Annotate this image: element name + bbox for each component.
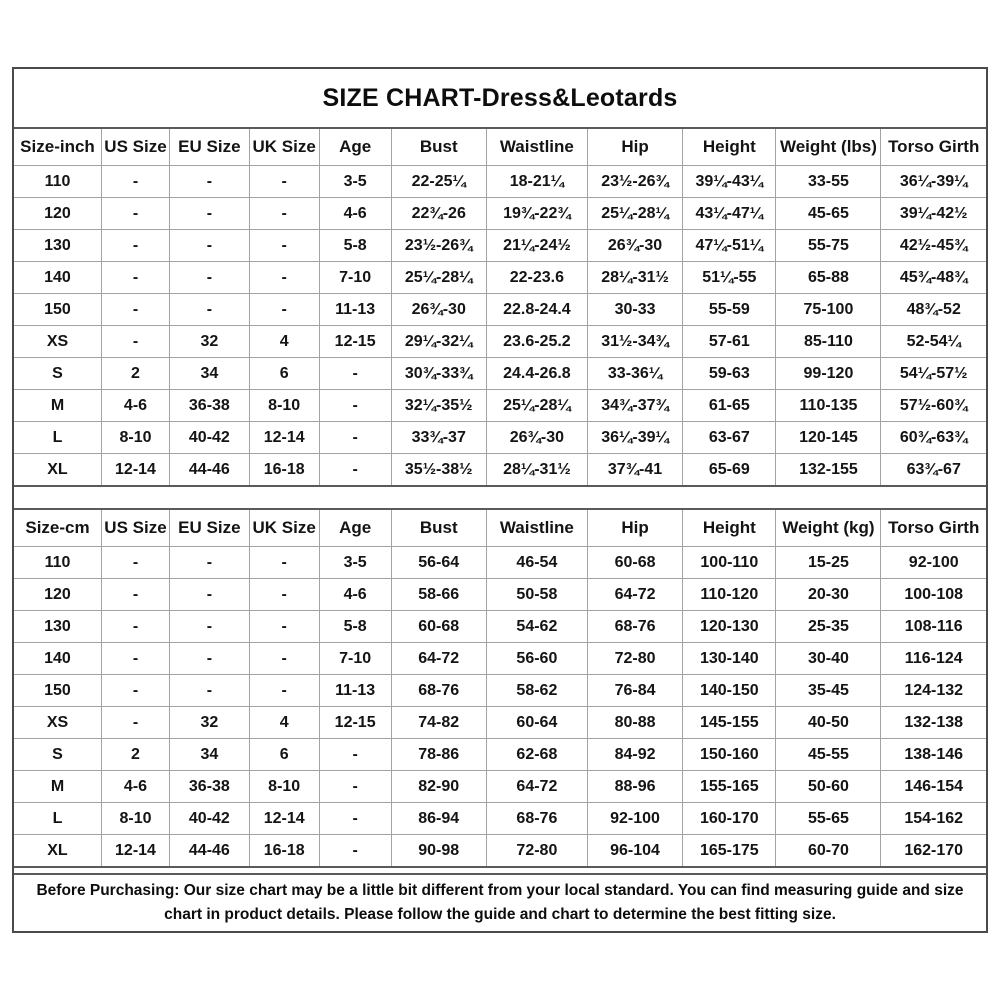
table-cell: 4-6 [319, 579, 391, 611]
table-cell: 58-62 [486, 675, 587, 707]
table-cell: - [249, 166, 319, 198]
table-cell: 150 [14, 294, 101, 326]
table-cell: - [319, 454, 391, 487]
table-cell: 39¼-43¼ [683, 166, 776, 198]
table-row [14, 675, 986, 707]
table-cell: - [170, 198, 250, 230]
table-cell: 3-5 [319, 166, 391, 198]
purchasing-note: Before Purchasing: Our size chart may be a little bit different from your local standard. You can find measuring guide and size chart in product details. Please follow the guide and chart to determine the best fitting size. [14, 873, 986, 931]
table-cell: 46-54 [486, 547, 587, 579]
table-row [14, 547, 986, 579]
header-row [14, 509, 986, 547]
table-cell: 120-145 [776, 422, 881, 454]
table-cell: 7-10 [319, 262, 391, 294]
table-cell: 22-23.6 [486, 262, 587, 294]
table-cell: 31½-34¾ [587, 326, 682, 358]
table-cell: - [170, 611, 250, 643]
table-cell: - [249, 294, 319, 326]
size-chart-sheet [12, 67, 988, 933]
table-row [14, 326, 986, 358]
column-header: Size-cm [14, 509, 101, 547]
table-cell: 154-162 [881, 803, 986, 835]
table-cell: 145-155 [683, 707, 776, 739]
table-cell: 146-154 [881, 771, 986, 803]
table-cell: 110 [14, 547, 101, 579]
table-cell: - [249, 547, 319, 579]
table-cell: 33-36¼ [587, 358, 682, 390]
table-cell: 42½-45¾ [881, 230, 986, 262]
table-cell: 60-64 [486, 707, 587, 739]
table-cell: 36¼-39¼ [587, 422, 682, 454]
table-cell: 62-68 [486, 739, 587, 771]
table-cell: 57½-60¾ [881, 390, 986, 422]
table-cell: 32 [170, 707, 250, 739]
table-cell: - [170, 579, 250, 611]
header-row [14, 128, 986, 166]
table-cell: 88-96 [587, 771, 682, 803]
table-cell: L [14, 422, 101, 454]
table-cell: 56-60 [486, 643, 587, 675]
table-cell: 30-33 [587, 294, 682, 326]
table-cell: 15-25 [776, 547, 881, 579]
table-cell: 6 [249, 358, 319, 390]
size-table-cm [14, 508, 986, 868]
table-cell: 12-14 [249, 422, 319, 454]
table-cell: - [170, 166, 250, 198]
table-cell: 92-100 [881, 547, 986, 579]
column-header: Hip [587, 509, 682, 547]
table-row [14, 707, 986, 739]
table-cell: - [101, 547, 169, 579]
table-cell: 138-146 [881, 739, 986, 771]
table-cell: - [319, 739, 391, 771]
table-cell: - [249, 579, 319, 611]
table-cell: 36-38 [170, 390, 250, 422]
table-cell: 22.8-24.4 [486, 294, 587, 326]
table-cell: 108-116 [881, 611, 986, 643]
table-cell: 54¼-57½ [881, 358, 986, 390]
size-table-inch [14, 127, 986, 487]
table-cell: 23½-26¾ [391, 230, 486, 262]
table-cell: 4-6 [101, 771, 169, 803]
table-row [14, 643, 986, 675]
table-cell: 45¾-48¾ [881, 262, 986, 294]
table-cell: - [101, 611, 169, 643]
table-cell: 16-18 [249, 454, 319, 487]
table-cell: 52-54¼ [881, 326, 986, 358]
table-cell: 54-62 [486, 611, 587, 643]
table-cell: 124-132 [881, 675, 986, 707]
table-row [14, 358, 986, 390]
table-cell: 48¾-52 [881, 294, 986, 326]
table-cell: 40-50 [776, 707, 881, 739]
table-cell: 35½-38½ [391, 454, 486, 487]
table-row [14, 422, 986, 454]
column-header: US Size [101, 128, 169, 166]
table-cell: 45-65 [776, 198, 881, 230]
table-cell: - [101, 294, 169, 326]
table-cell: 132-138 [881, 707, 986, 739]
table-cell: 80-88 [587, 707, 682, 739]
column-header: Torso Girth [881, 128, 986, 166]
column-header: EU Size [170, 509, 250, 547]
table-cell: - [101, 579, 169, 611]
table-cell: 78-86 [391, 739, 486, 771]
table-cell: - [249, 643, 319, 675]
table-cell: 58-66 [391, 579, 486, 611]
table-cell: XL [14, 835, 101, 868]
table-cell: 86-94 [391, 803, 486, 835]
table-cell: 37¾-41 [587, 454, 682, 487]
table-cell: 72-80 [587, 643, 682, 675]
table-cell: 50-60 [776, 771, 881, 803]
column-header: Bust [391, 128, 486, 166]
table-cell: - [170, 230, 250, 262]
table-cell: 6 [249, 739, 319, 771]
table-row [14, 611, 986, 643]
table-row [14, 835, 986, 868]
table-cell: - [101, 643, 169, 675]
table-cell: 43¼-47¼ [683, 198, 776, 230]
table-cell: - [249, 611, 319, 643]
table-cell: 55-59 [683, 294, 776, 326]
table-cell: 61-65 [683, 390, 776, 422]
table-cell: 25¼-28¼ [587, 198, 682, 230]
table-cell: 120-130 [683, 611, 776, 643]
table-cell: 130 [14, 230, 101, 262]
table-cell: 5-8 [319, 611, 391, 643]
table-row [14, 390, 986, 422]
table-cell: 65-88 [776, 262, 881, 294]
table-cell: 75-100 [776, 294, 881, 326]
table-cell: 162-170 [881, 835, 986, 868]
table-cell: 12-15 [319, 707, 391, 739]
table-cell: 20-30 [776, 579, 881, 611]
table-cell: - [101, 198, 169, 230]
table-cell: 26¾-30 [391, 294, 486, 326]
table-cell: 68-76 [486, 803, 587, 835]
table-cell: - [249, 675, 319, 707]
column-header: Height [683, 128, 776, 166]
table-cell: 100-108 [881, 579, 986, 611]
table-cell: 64-72 [486, 771, 587, 803]
page-title: SIZE CHART-Dress&Leotards [322, 83, 678, 112]
table-cell: 160-170 [683, 803, 776, 835]
column-header: Weight (kg) [776, 509, 881, 547]
table-cell: 45-55 [776, 739, 881, 771]
table-cell: 4-6 [101, 390, 169, 422]
table-cell: 60-68 [587, 547, 682, 579]
table-cell: - [319, 390, 391, 422]
table-cell: 34 [170, 358, 250, 390]
table-cell: 18-21¼ [486, 166, 587, 198]
table-cell: - [319, 771, 391, 803]
table-cell: 110-120 [683, 579, 776, 611]
table-cell: 55-65 [776, 803, 881, 835]
table-cell: 84-92 [587, 739, 682, 771]
table-cell: XL [14, 454, 101, 487]
table-cell: 60¾-63¾ [881, 422, 986, 454]
table-cell: 63-67 [683, 422, 776, 454]
column-header: Torso Girth [881, 509, 986, 547]
column-header: Waistline [486, 509, 587, 547]
table-cell: 7-10 [319, 643, 391, 675]
column-header: Age [319, 128, 391, 166]
table-row [14, 294, 986, 326]
table-cell: - [170, 294, 250, 326]
table-cell: 59-63 [683, 358, 776, 390]
table-cell: 64-72 [391, 643, 486, 675]
table-cell: M [14, 771, 101, 803]
table-cell: 16-18 [249, 835, 319, 868]
table-cell: 96-104 [587, 835, 682, 868]
column-header: Bust [391, 509, 486, 547]
table-cell: - [170, 262, 250, 294]
table-cell: 30-40 [776, 643, 881, 675]
table-cell: 12-14 [101, 835, 169, 868]
table-cell: 92-100 [587, 803, 682, 835]
column-header: UK Size [249, 509, 319, 547]
table-row [14, 454, 986, 487]
table-cell: 165-175 [683, 835, 776, 868]
table-cell: 22¾-26 [391, 198, 486, 230]
table-cell: 36¼-39¼ [881, 166, 986, 198]
table-cell: 25¼-28¼ [391, 262, 486, 294]
table-cell: - [319, 422, 391, 454]
table-cell: 28¼-31½ [587, 262, 682, 294]
table-cell: - [101, 230, 169, 262]
table-cell: - [101, 262, 169, 294]
table-cell: 60-70 [776, 835, 881, 868]
table-cell: 57-61 [683, 326, 776, 358]
table-cell: 30¾-33¾ [391, 358, 486, 390]
table-cell: 155-165 [683, 771, 776, 803]
table-cell: 3-5 [319, 547, 391, 579]
table-cell: XS [14, 326, 101, 358]
table-cell: - [319, 835, 391, 868]
table-cell: 4-6 [319, 198, 391, 230]
table-row [14, 579, 986, 611]
table-cell: L [14, 803, 101, 835]
table-cell: 39¼-42½ [881, 198, 986, 230]
column-header: Waistline [486, 128, 587, 166]
table-cell: 26¾-30 [587, 230, 682, 262]
table-cell: 130-140 [683, 643, 776, 675]
table-cell: 8-10 [101, 803, 169, 835]
table-cell: S [14, 739, 101, 771]
table-row [14, 198, 986, 230]
table-cell: 150-160 [683, 739, 776, 771]
spacer [14, 487, 986, 508]
table-cell: 100-110 [683, 547, 776, 579]
table-cell: 8-10 [249, 771, 319, 803]
table-cell: 72-80 [486, 835, 587, 868]
column-header: Age [319, 509, 391, 547]
table-cell: 44-46 [170, 835, 250, 868]
table-cell: 32 [170, 326, 250, 358]
table-cell: 12-15 [319, 326, 391, 358]
table-cell: 120 [14, 198, 101, 230]
table-cell: 11-13 [319, 675, 391, 707]
table-cell: 68-76 [391, 675, 486, 707]
table-cell: 11-13 [319, 294, 391, 326]
table-cell: 64-72 [587, 579, 682, 611]
table-cell: 55-75 [776, 230, 881, 262]
table-row [14, 803, 986, 835]
table-cell: 82-90 [391, 771, 486, 803]
table-cell: 34 [170, 739, 250, 771]
table-cell: 33¾-37 [391, 422, 486, 454]
table-cell: S [14, 358, 101, 390]
table-cell: 24.4-26.8 [486, 358, 587, 390]
table-cell: - [249, 230, 319, 262]
table-cell: 65-69 [683, 454, 776, 487]
table-cell: - [170, 547, 250, 579]
table-cell: 90-98 [391, 835, 486, 868]
table-cell: - [101, 326, 169, 358]
table-cell: 50-58 [486, 579, 587, 611]
table-cell: 110 [14, 166, 101, 198]
table-cell: 74-82 [391, 707, 486, 739]
table-cell: 44-46 [170, 454, 250, 487]
table-cell: 26¾-30 [486, 422, 587, 454]
table-cell: 29¼-32¼ [391, 326, 486, 358]
table-cell: 12-14 [101, 454, 169, 487]
column-header: US Size [101, 509, 169, 547]
table-cell: 40-42 [170, 803, 250, 835]
table-cell: 2 [101, 739, 169, 771]
table-cell: 130 [14, 611, 101, 643]
table-row [14, 262, 986, 294]
table-cell: 60-68 [391, 611, 486, 643]
table-cell: 32¼-35½ [391, 390, 486, 422]
column-header: Weight (lbs) [776, 128, 881, 166]
column-header: UK Size [249, 128, 319, 166]
table-cell: 25¼-28¼ [486, 390, 587, 422]
table-cell: 28¼-31½ [486, 454, 587, 487]
table-cell: 76-84 [587, 675, 682, 707]
table-cell: 23½-26¾ [587, 166, 682, 198]
table-cell: 25-35 [776, 611, 881, 643]
table-cell: 35-45 [776, 675, 881, 707]
table-cell: 47¼-51¼ [683, 230, 776, 262]
table-cell: 140 [14, 262, 101, 294]
table-row [14, 166, 986, 198]
table-cell: 132-155 [776, 454, 881, 487]
table-cell: 120 [14, 579, 101, 611]
column-header: EU Size [170, 128, 250, 166]
table-cell: 63¾-67 [881, 454, 986, 487]
table-cell: 21¼-24½ [486, 230, 587, 262]
table-cell: 56-64 [391, 547, 486, 579]
table-cell: - [101, 166, 169, 198]
table-cell: - [319, 358, 391, 390]
table-cell: 4 [249, 707, 319, 739]
column-header: Height [683, 509, 776, 547]
table-cell: 2 [101, 358, 169, 390]
table-cell: - [170, 675, 250, 707]
table-cell: 5-8 [319, 230, 391, 262]
table-cell: 8-10 [249, 390, 319, 422]
table-cell: 110-135 [776, 390, 881, 422]
table-row [14, 739, 986, 771]
table-cell: - [101, 707, 169, 739]
table-cell: - [170, 643, 250, 675]
table-row [14, 230, 986, 262]
table-cell: 140 [14, 643, 101, 675]
table-cell: 22-25¼ [391, 166, 486, 198]
table-cell: 140-150 [683, 675, 776, 707]
table-cell: 150 [14, 675, 101, 707]
table-cell: 19¾-22¾ [486, 198, 587, 230]
table-cell: 68-76 [587, 611, 682, 643]
column-header: Hip [587, 128, 682, 166]
table-cell: 4 [249, 326, 319, 358]
column-header: Size-inch [14, 128, 101, 166]
table-cell: M [14, 390, 101, 422]
table-cell: 33-55 [776, 166, 881, 198]
table-cell: - [249, 262, 319, 294]
table-cell: 99-120 [776, 358, 881, 390]
table-cell: - [249, 198, 319, 230]
table-cell: XS [14, 707, 101, 739]
table-cell: 85-110 [776, 326, 881, 358]
table-cell: 116-124 [881, 643, 986, 675]
table-cell: 36-38 [170, 771, 250, 803]
table-cell: 8-10 [101, 422, 169, 454]
table-cell: 23.6-25.2 [486, 326, 587, 358]
table-cell: 51¼-55 [683, 262, 776, 294]
table-cell: - [319, 803, 391, 835]
table-cell: - [101, 675, 169, 707]
table-cell: 40-42 [170, 422, 250, 454]
table-cell: 12-14 [249, 803, 319, 835]
table-row [14, 771, 986, 803]
table-cell: 34¾-37¾ [587, 390, 682, 422]
